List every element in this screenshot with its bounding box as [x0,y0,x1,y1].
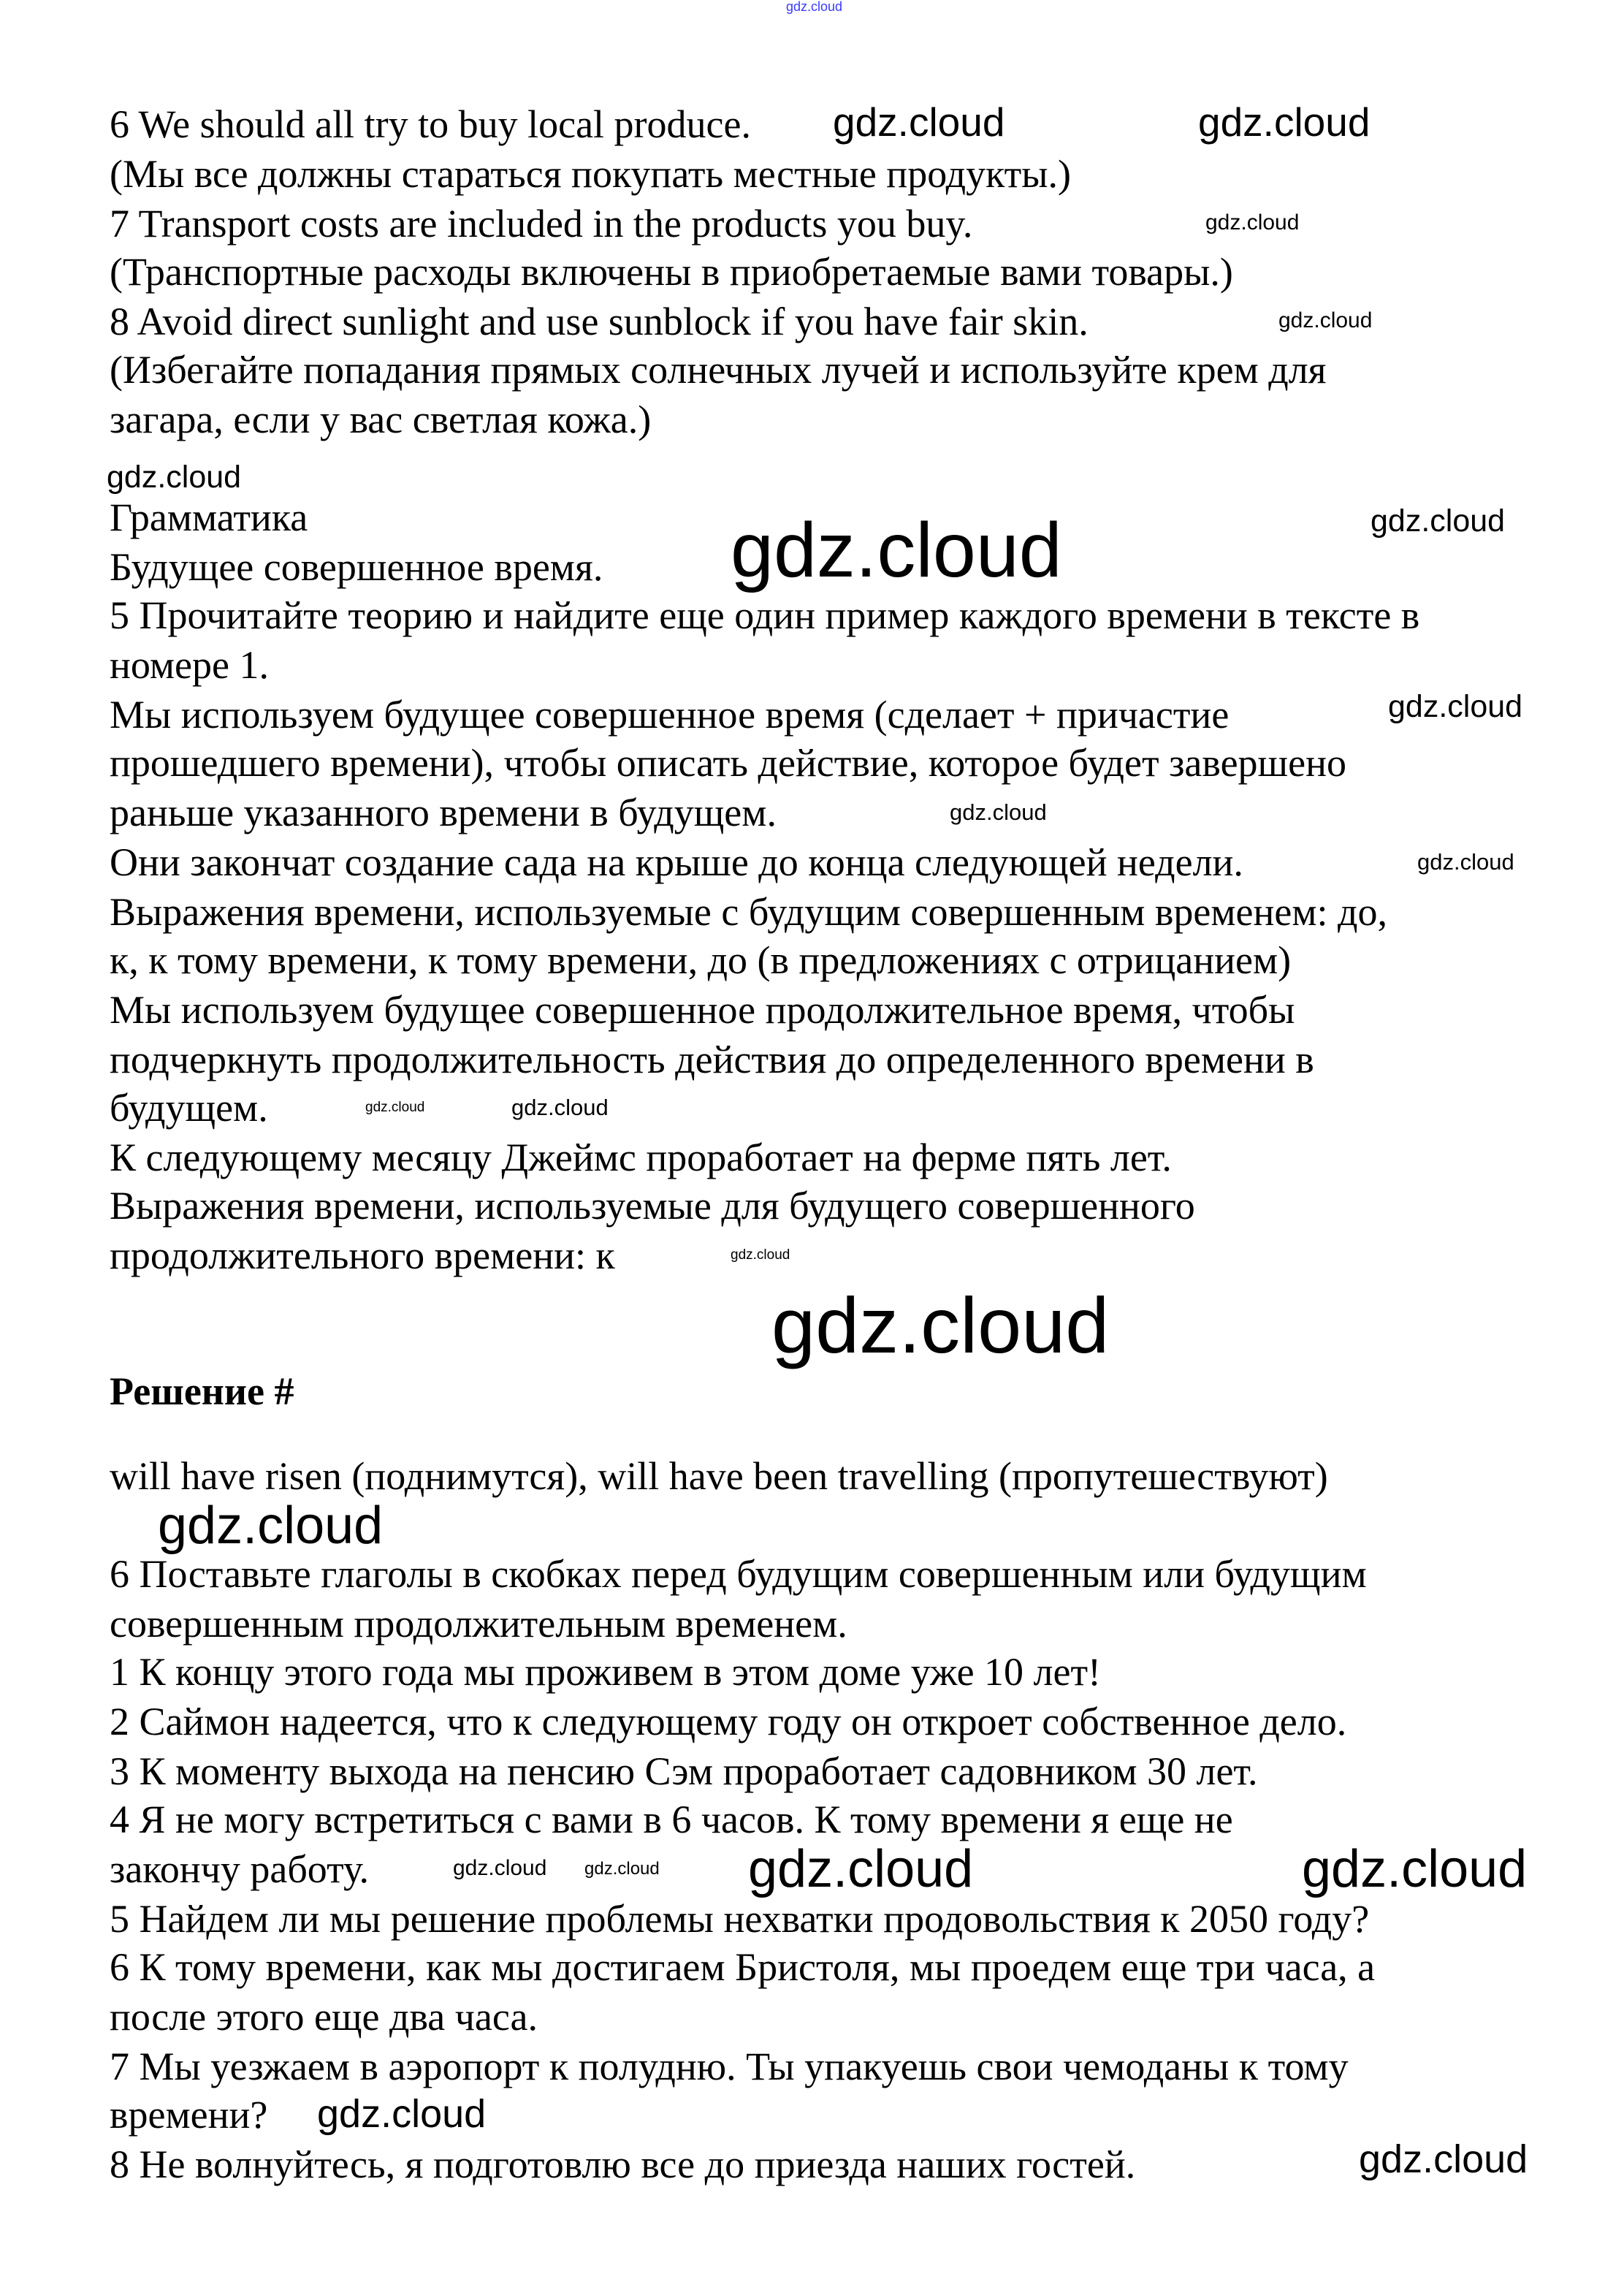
watermark: gdz.cloud [1371,503,1506,539]
text-line: 1 К концу этого года мы проживем в этом доме уже 10 лет! [110,1650,1102,1694]
text-line: Мы используем будущее совершенное продолжительное время, чтобы [110,988,1295,1032]
text-line: (Мы все должны стараться покупать местные продукты.) [110,152,1072,196]
watermark: gdz.cloud [107,460,242,495]
text-line: продолжительного времени: к [110,1233,615,1277]
text-line: времени? [110,2093,268,2137]
watermark: gdz.cloud [1198,99,1371,145]
text-line: закончу работу. [110,1847,370,1891]
watermark: gdz.cloud [158,1496,384,1555]
watermark: gdz.cloud [1359,2137,1528,2181]
watermark: gdz.cloud [833,99,1005,145]
watermark: gdz.cloud [453,1856,547,1880]
text-line: Выражения времени, используемые с будущим совершенным временем: до, [110,890,1388,934]
text-line: 5 Найдем ли мы решение проблемы нехватки продовольствия к 2050 году? [110,1897,1370,1941]
text-line: К следующему месяцу Джеймс проработает на ферме пять лет. [110,1136,1172,1179]
text-line: подчеркнуть продолжительность действия до определенного времени в [110,1038,1314,1081]
text-line: раньше указанного времени в будущем. [110,791,777,834]
watermark: gdz.cloud [786,0,843,14]
text-line: после этого еще два часа. [110,1995,538,2039]
text-line: 8 Не волнуйтесь, я подготовлю все до приезда наших гостей. [110,2142,1136,2186]
text-line: 6 Поставьте глаголы в скобках перед будущим совершенным или будущим [110,1552,1367,1596]
watermark: gdz.cloud [950,799,1047,825]
watermark: gdz.cloud [584,1859,660,1879]
watermark: gdz.cloud [731,507,1062,593]
text-line: 8 Avoid direct sunlight and use sunblock if you have fair skin. [110,300,1089,343]
text-line: (Избегайте попадания прямых солнечных лучей и используйте крем для [110,348,1327,392]
watermark: gdz.cloud [1205,210,1300,235]
watermark: gdz.cloud [731,1247,790,1263]
text-line: 7 Transport costs are included in the products you buy. [110,202,973,246]
solution-heading: Решение # [110,1369,294,1413]
text-line: (Транспортные расходы включены в приобретаемые вами товары.) [110,250,1233,294]
watermark: gdz.cloud [1388,689,1523,724]
watermark: gdz.cloud [511,1095,609,1120]
watermark: gdz.cloud [317,2092,487,2136]
text-line: Мы используем будущее совершенное время (сделает + причастие [110,693,1230,737]
text-line: Выражения времени, используемые для будущего совершенного [110,1184,1195,1228]
watermark: gdz.cloud [748,1840,974,1898]
watermark: gdz.cloud [365,1100,425,1115]
watermark: gdz.cloud [1302,1840,1528,1898]
text-line: загара, если у вас светлая кожа.) [110,398,652,441]
text-line: совершенным продолжительным временем. [110,1602,847,1646]
watermark: gdz.cloud [1417,849,1514,875]
text-line: прошедшего времени), чтобы описать действие, которое будет завершено [110,741,1346,785]
text-line: 2 Саймон надеется, что к следующему году он откроет собственное дело. [110,1700,1347,1743]
text-line: 6 К тому времени, как мы достигаем Бристоля, мы проедем еще три часа, а [110,1945,1376,1989]
section-heading: Грамматика [110,495,308,539]
text-line: Они закончат создание сада на крыше до конца следующей недели. [110,840,1243,884]
text-line: 3 К моменту выхода на пенсию Сэм проработает садовником 30 лет. [110,1749,1258,1793]
text-line: 6 We should all try to buy local produce. [110,102,751,146]
watermark: gdz.cloud [1278,308,1373,332]
text-line: 4 Я не могу встретиться с вами в 6 часов. К тому времени я еще не [110,1798,1233,1841]
text-line: к, к тому времени, к тому времени, до (в предложениях с отрицанием) [110,938,1292,982]
text-line: 5 Прочитайте теорию и найдите еще один пример каждого времени в тексте в [110,593,1420,637]
text-line: Будущее совершенное время. [110,545,603,589]
text-line: номере 1. [110,643,269,687]
text-line: will have risen (поднимутся), will have been travelling (пропутешествуют) [110,1454,1328,1498]
text-line: будущем. [110,1086,268,1130]
text-line: 7 Мы уезжаем в аэропорт к полудню. Ты упакуешь свои чемоданы к тому [110,2045,1349,2088]
watermark: gdz.cloud [771,1281,1110,1369]
